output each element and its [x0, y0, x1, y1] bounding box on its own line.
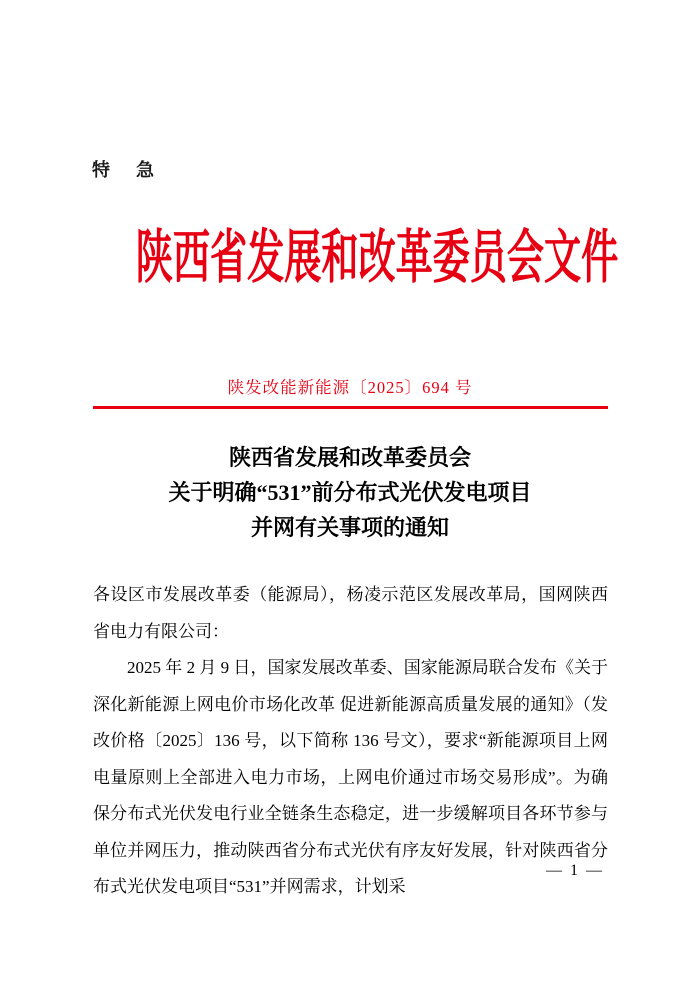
salutation-paragraph: 各设区市发展改革委（能源局），杨凌示范区发展改革局，国网陕西省电力有限公司： [93, 585, 608, 641]
page-number: — 1 — [546, 862, 604, 879]
urgency-label: 特 急 [92, 160, 158, 180]
agency-header-title: 陕西省发展和改革委员会文件 [135, 225, 619, 290]
body-paragraph-1: 2025 年 2 月 9 日，国家发展改革委、国家能源局联合发布《关于深化新能源上网电价市场化改革 促进新能源高质量发展的通知》（发改价格〔2025〕136 号，以下简称 136 号文），要求“新能源项目上网电量原则上全部进入电力市场，上网电价通过市场交易形成”。为确保分布式光伏发电行业全链条生态稳定，进一步缓解项目各环节参与单位并网压力，推动陕西省分布式光伏有序友好发展，针对陕西省分布式光伏发电项目“531”并网需求，计划采 [93, 658, 608, 896]
agency-header-wrap [0, 226, 700, 290]
document-number: 陕发改能新能源〔2025〕694 号 [227, 378, 473, 397]
red-divider-line [93, 406, 608, 409]
document-title-line-2: 关于明确“531”前分布式光伏发电项目 [168, 480, 532, 505]
document-body [93, 577, 608, 906]
document-title-line-1: 陕西省发展和改革委员会 [228, 445, 471, 470]
document-title-line-3: 并网有关事项的通知 [250, 515, 449, 540]
document-title [0, 440, 700, 545]
